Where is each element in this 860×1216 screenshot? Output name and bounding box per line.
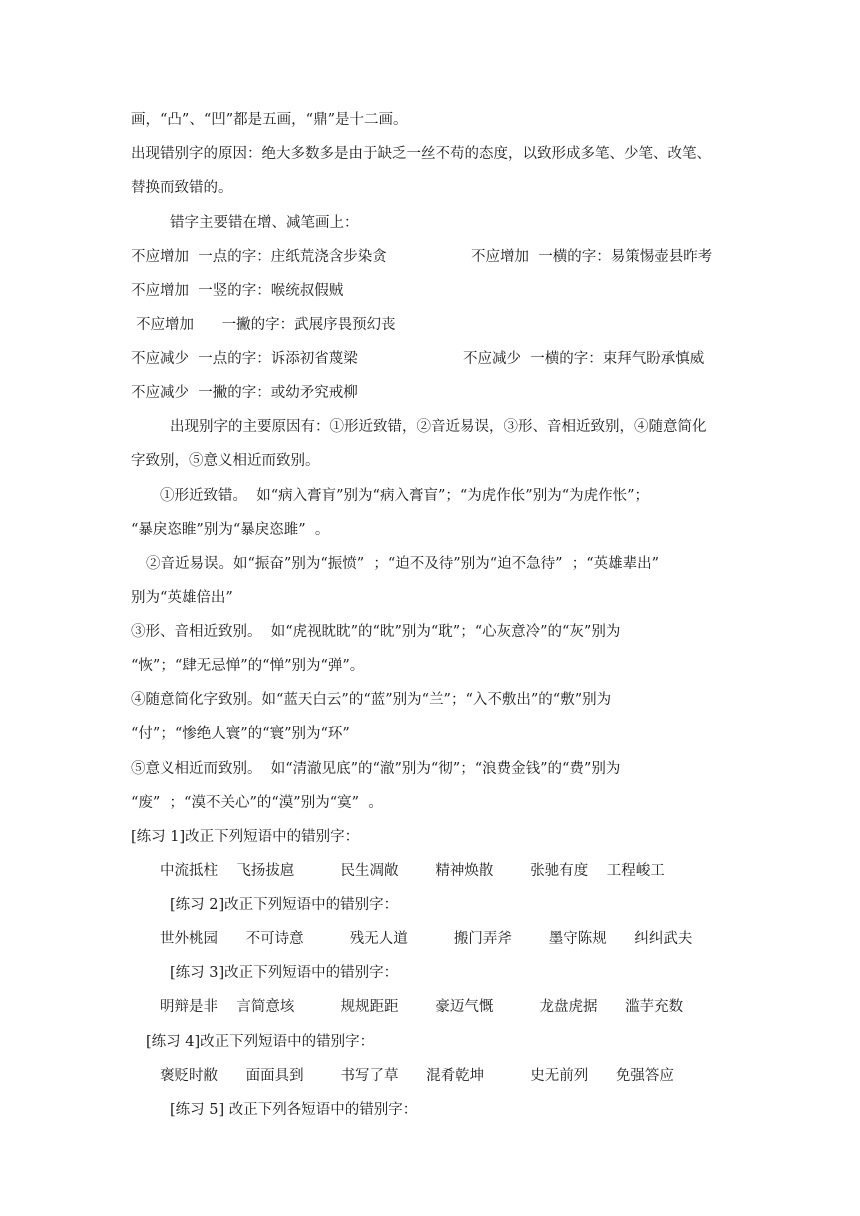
exercise-heading: [练习 1]改正下列短语中的错别字： xyxy=(131,829,360,845)
text-line: ④随意简化字致别。如“蓝天白云”的“蓝”别为“兰”；“入不敷出”的“敷”别为 xyxy=(131,692,612,708)
text-line: 不应减少 一横的字：束拜气盼承慎威 xyxy=(463,351,705,367)
exercise-phrases: 褒贬时敝 面面具到 书写了草 混肴乾坤 史无前列 免强答应 xyxy=(160,1068,674,1084)
text-line: 不应增加 一点的字：庄纸荒浇含步染贪 xyxy=(131,249,387,265)
text-line: “付”；“惨绝人寰”的“寰”别为“环” xyxy=(131,726,350,742)
exercise-phrases: 明辩是非 言简意垓 规规距距 豪迈气慨 龙盘虎据 滥芋充数 xyxy=(160,999,684,1015)
text-line: ②音近易误。如“振奋”别为“振愤” ；“迫不及待”别为“迫不急待” ；“英雄辈出” xyxy=(146,556,660,572)
text-line: ①形近致错。 如“病入膏肓”别为“病入膏盲”；“为虎作伥”别为“为虎作怅”； xyxy=(160,488,650,504)
exercise-phrases: 中流抵柱 飞扬拔扈 民生凋敞 精神焕散 张驰有度 工程峻工 xyxy=(160,863,665,879)
text-line: 字致别，⑤意义相近而致别。 xyxy=(131,453,320,469)
text-line: “恢”；“肆无忌惮”的“惮”别为“弹”。 xyxy=(131,658,365,674)
text-line: 替换而致错的。 xyxy=(131,180,233,196)
text-line: 不应减少 一撇的字：或幼矛究戒柳 xyxy=(131,385,358,401)
text-line: 画，“凸”、“凹”都是五画，“鼎”是十二画。 xyxy=(131,112,408,128)
text-line: 不应增加 一竖的字：喉统叔假贼 xyxy=(131,283,344,299)
text-line: ③形、音相近致别。 如“虎视眈眈”的“眈”别为“耽”；“心灰意冷”的“灰”别为 xyxy=(131,624,621,640)
text-line: 错字主要错在增、减笔画上： xyxy=(170,215,359,231)
exercise-heading: [练习 4]改正下列短语中的错别字： xyxy=(146,1034,375,1050)
exercise-phrases: 世外桃园 不可诗意 残无人道 搬门弄斧 墨守陈规 纠纠武夫 xyxy=(160,931,693,947)
text-line: “废” ；“漠不关心”的“漠”别为“寞” 。 xyxy=(131,795,383,811)
text-line: 出现别字的主要原因有：①形近致错，②音近易误，③形、音相近致别，④随意简化 xyxy=(170,419,707,435)
text-line: “暴戾恣睢”别为“暴戾恣雎” 。 xyxy=(131,522,330,538)
text-line: 不应增加 一横的字：易策惕壶县昨考 xyxy=(471,249,713,265)
text-line: ⑤意义相近而致别。 如“清澈见底”的“澈”别为“彻”；“浪费金钱”的“费”别为 xyxy=(131,761,621,777)
exercise-heading: [练习 3]改正下列短语中的错别字： xyxy=(170,965,399,981)
text-line: 不应减少 一点的字：诉添初省蔑梁 xyxy=(131,351,358,367)
text-line: 出现错别字的原因：绝大多数多是由于缺乏一丝不苟的态度，以致形成多笔、少笔、改笔、 xyxy=(131,146,711,162)
exercise-heading: [练习 2]改正下列短语中的错别字： xyxy=(170,897,399,913)
exercise-heading: [练习 5] 改正下列各短语中的错别字： xyxy=(170,1102,418,1118)
text-line: 别为“英雄倍出” xyxy=(131,590,233,606)
text-line: 不应增加 一撇的字：武展序畏预幻丧 xyxy=(136,317,396,333)
